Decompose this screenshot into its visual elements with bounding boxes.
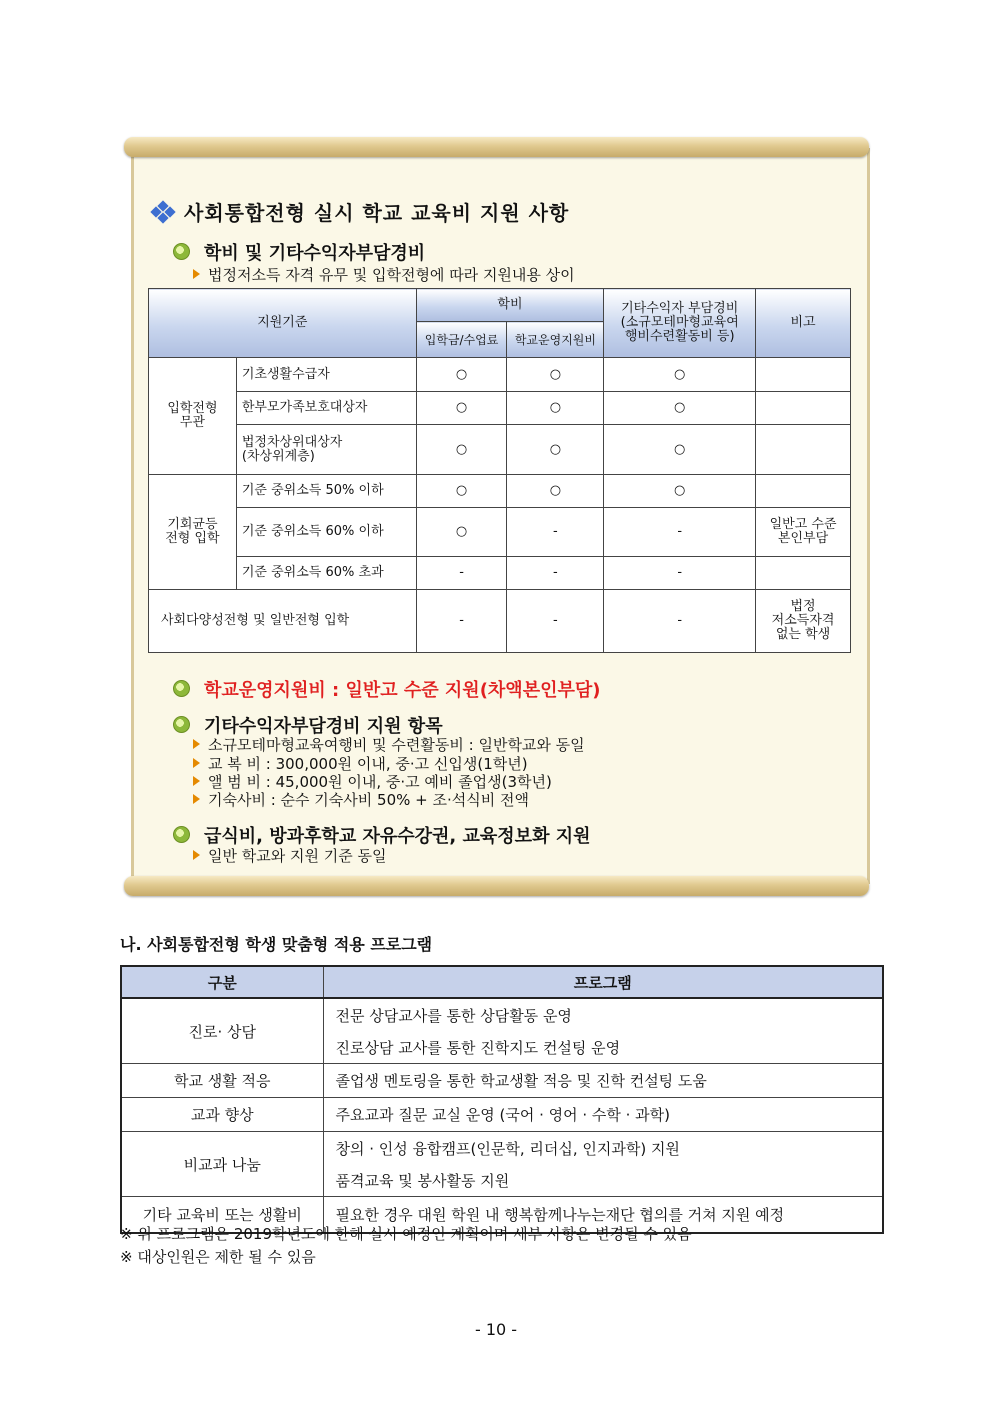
table-row: 기회균등 전형 입학 기준 중위소득 50% 이하 ○ ○ ○	[149, 475, 851, 508]
green-circle-icon	[173, 680, 190, 697]
triangle-bullet-icon	[193, 776, 200, 786]
table-row: 사회다양성전형 및 일반전형 입학 - - - 법정 저소득자격 없는 학생	[149, 590, 851, 653]
footnote: ※ 대상인원은 제한 될 수 있음	[120, 1248, 316, 1266]
program-table	[120, 965, 884, 1234]
table-row: 기타 교육비 또는 생활비 필요한 경우 대원 학원 내 행복함께나누는재단 협의를 거쳐 지원 예정	[121, 1197, 883, 1234]
green-circle-icon	[173, 243, 190, 260]
bullet-other-fees: 기타수익자부담경비 지원 항목	[173, 712, 443, 738]
header-tuition: 학비	[416, 289, 604, 322]
header-criteria: 지원기준	[149, 289, 417, 358]
triangle-bullet-icon	[193, 794, 200, 804]
header-operation-fund: 학교운영지원비	[507, 322, 604, 358]
table-row: 법정차상위대상자 (차상위계층) ○ ○ ○	[149, 425, 851, 475]
diamond-cluster-icon	[150, 202, 176, 222]
header-program: 프로그램	[323, 966, 883, 998]
triangle-bullet-icon	[193, 758, 200, 768]
other-fee-item: 앨 범 비 : 45,000원 이내, 중·고 예비 졸업생(3학년)	[193, 771, 552, 792]
meals-note: 일반 학교와 지원 기준 동일	[193, 845, 386, 866]
table-row: 한부모가족보호대상자 ○ ○ ○	[149, 392, 851, 425]
group-any-admission: 입학전형 무관	[149, 358, 237, 475]
scroll-title: 사회통합전형 실시 학교 교육비 지원 사항	[150, 197, 569, 226]
other-fee-item: 교 복 비 : 300,000원 이내, 중·고 신입생(1학년)	[193, 753, 528, 774]
header-category: 구분	[121, 966, 323, 998]
other-fee-item: 소규모테마형교육여행비 및 수련활동비 : 일반학교와 동일	[193, 734, 585, 755]
green-circle-icon	[173, 826, 190, 843]
triangle-bullet-icon	[193, 739, 200, 749]
table-row: 진로상담 교사를 통한 진학지도 컨설팅 운영	[121, 1031, 883, 1064]
bullet-meals: 급식비, 방과후학교 자유수강권, 교육정보화 지원	[173, 822, 591, 848]
triangle-bullet-icon	[193, 850, 200, 860]
table-row: 학교 생활 적응 졸업생 멘토링을 통한 학교생활 적응 및 진학 컨설팅 도움	[121, 1064, 883, 1098]
tuition-note: 법정저소득 자격 유무 및 입학전형에 따라 지원내용 상이	[193, 264, 575, 285]
support-table	[148, 288, 851, 653]
page-number: - 10 -	[474, 1320, 518, 1339]
bullet-operation-fund: 학교운영지원비 : 일반고 수준 지원(차액본인부담)	[173, 676, 600, 702]
table-row: 품격교육 및 봉사활동 지원	[121, 1164, 883, 1197]
green-circle-icon	[173, 716, 190, 733]
header-other-fees: 기타수익자 부담경비 (소규모테마형교육여 행비수련활동비 등)	[604, 289, 756, 358]
group-equal-opportunity: 기회균등 전형 입학	[149, 475, 237, 590]
bullet-tuition: 학비 및 기타수익자부담경비	[173, 239, 425, 265]
scroll-top-rod	[124, 137, 869, 157]
scroll-bottom-rod	[124, 876, 869, 896]
table-row: 기준 중위소득 60% 초과 - - -	[149, 557, 851, 590]
header-note: 비고	[756, 289, 851, 358]
header-admission-fee: 입학금/수업료	[416, 322, 507, 358]
triangle-bullet-icon	[193, 269, 200, 279]
table-row: 기준 중위소득 60% 이하 ○ - - 일반고 수준 본인부담	[149, 508, 851, 557]
table-row: 비교과 나눔 창의 · 인성 융합캠프(인문학, 리더십, 인지과학) 지원	[121, 1132, 883, 1165]
section-title: 나. 사회통합전형 학생 맞춤형 적용 프로그램	[120, 935, 433, 954]
table-row: 진로· 상담 전문 상담교사를 통한 상담활동 운영	[121, 998, 883, 1031]
other-fee-item: 기숙사비 : 순수 기숙사비 50% + 조·석식비 전액	[193, 789, 529, 810]
table-row: 입학전형 무관 기초생활수급자 ○ ○ ○	[149, 358, 851, 392]
table-row: 교과 향상 주요교과 질문 교실 운영 (국어 · 영어 · 수학 · 과학)	[121, 1098, 883, 1132]
footnote: ※ 위 프로그램은 2019학년도에 한해 실시 예정인 계획이며 세부 사항은 변경될 수 있음	[120, 1225, 692, 1243]
